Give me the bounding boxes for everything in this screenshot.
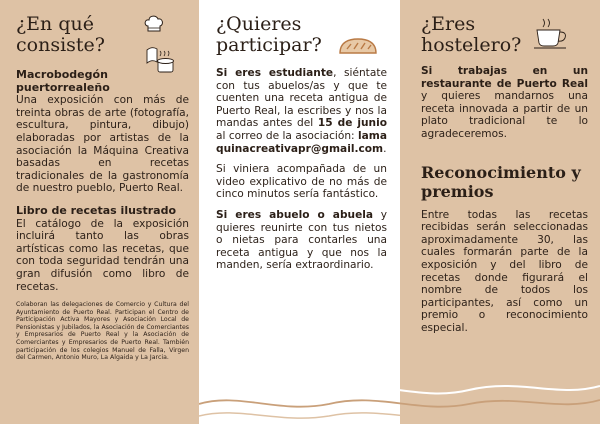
text-hostelero-rest: y quieres mandarnos una receta innovada a partir de un plato tradicional te lo agradeceremos.: [421, 90, 588, 140]
text-hostelero: [421, 65, 588, 141]
column-quieres-participar: [199, 0, 400, 424]
label-abuelo: Si eres abuelo o abuela: [216, 208, 374, 221]
cookbook-icon: [143, 44, 177, 78]
coffee-cup-icon: [533, 18, 569, 50]
subheading-libro-recetas: Libro de recetas ilustrado: [16, 203, 177, 217]
label-restaurante: Si trabajas en un restaurante de Puerto Real: [421, 65, 588, 90]
heading-quieres-participar: ¿Quieres participar?: [216, 13, 322, 56]
text-estudiante-end: .: [383, 142, 387, 155]
heading-reconocimiento: Reconocimiento y premios: [421, 162, 581, 201]
email-link[interactable]: lamaquinacreativapr@gmail.com: [216, 129, 387, 155]
text-abuelo: [216, 209, 387, 272]
text-exposicion: Una exposición con más de treinta obras de arte (fotografía, escultura, pintura, dibujo) elaboradas por artistas de la asociación la Máquina Creativa basadas en recetas tradicionales de la gastronomía de nuestro pueblo, Puerto Real.: [16, 94, 189, 195]
text-video: Si viniera acompañada de un video explicativo de no más de cinco minutos sería fantástico.: [216, 163, 387, 201]
column-eres-hostelero: [400, 0, 600, 424]
label-estudiante: Si eres estudiante: [216, 67, 334, 79]
text-estudiante-a: , siéntate con tus abuelos/as y que te cuenten una receta antigua de Puerto Real, la escribes y nos la mandas antes del: [216, 67, 387, 130]
heading-en-que-consiste: ¿En qué consiste?: [16, 13, 105, 56]
bread-icon: [337, 36, 379, 58]
deadline-date: 15 de junio: [317, 117, 387, 130]
subheading-macrobodegon: Macrobodegón puertorrealeño: [16, 68, 110, 94]
text-catalogo: El catálogo de la exposición incluirá tanto las obras artísticas como las recetas, que con toda seguridad tendrán una gran difusión como libro de recetas.: [16, 217, 189, 293]
text-abuelo-rest: y quieres reunirte con tus nietos o nietas para contarles una receta antigua y que nos la manden, sería extraordinario.: [216, 208, 387, 272]
decorative-waves: [199, 368, 600, 424]
heading-eres-hostelero: ¿Eres hostelero?: [421, 13, 522, 56]
text-estudiante: [216, 67, 387, 155]
text-estudiante-b: al correo de la asociación:: [216, 129, 359, 142]
credits-text: Colaboran las delegaciones de Comercio y Cultura del Ayuntamiento de Puerto Real. Participan el Centro de Participación Activa Mayores y Asociación Local de Pensionistas y Jubilados, la Asociación de Comerciantes y Empresarios de Puerto Real y la Asociación de Comerciantes y Empresarios de Puerto Real. También participación de los colegios Manuel de Falla, Virgen del Carmen, Antonio Muro, La Algaida y La Jarcia.: [16, 301, 189, 362]
chef-hat-icon: [143, 14, 165, 34]
text-premios: Entre todas las recetas recibidas serán seleccionadas aproximadamente 30, las cuales formarán parte de la exposición y del libro de recetas donde figurará el nombre de todos los participantes, así como un premio o reconocimiento especial.: [421, 208, 588, 334]
